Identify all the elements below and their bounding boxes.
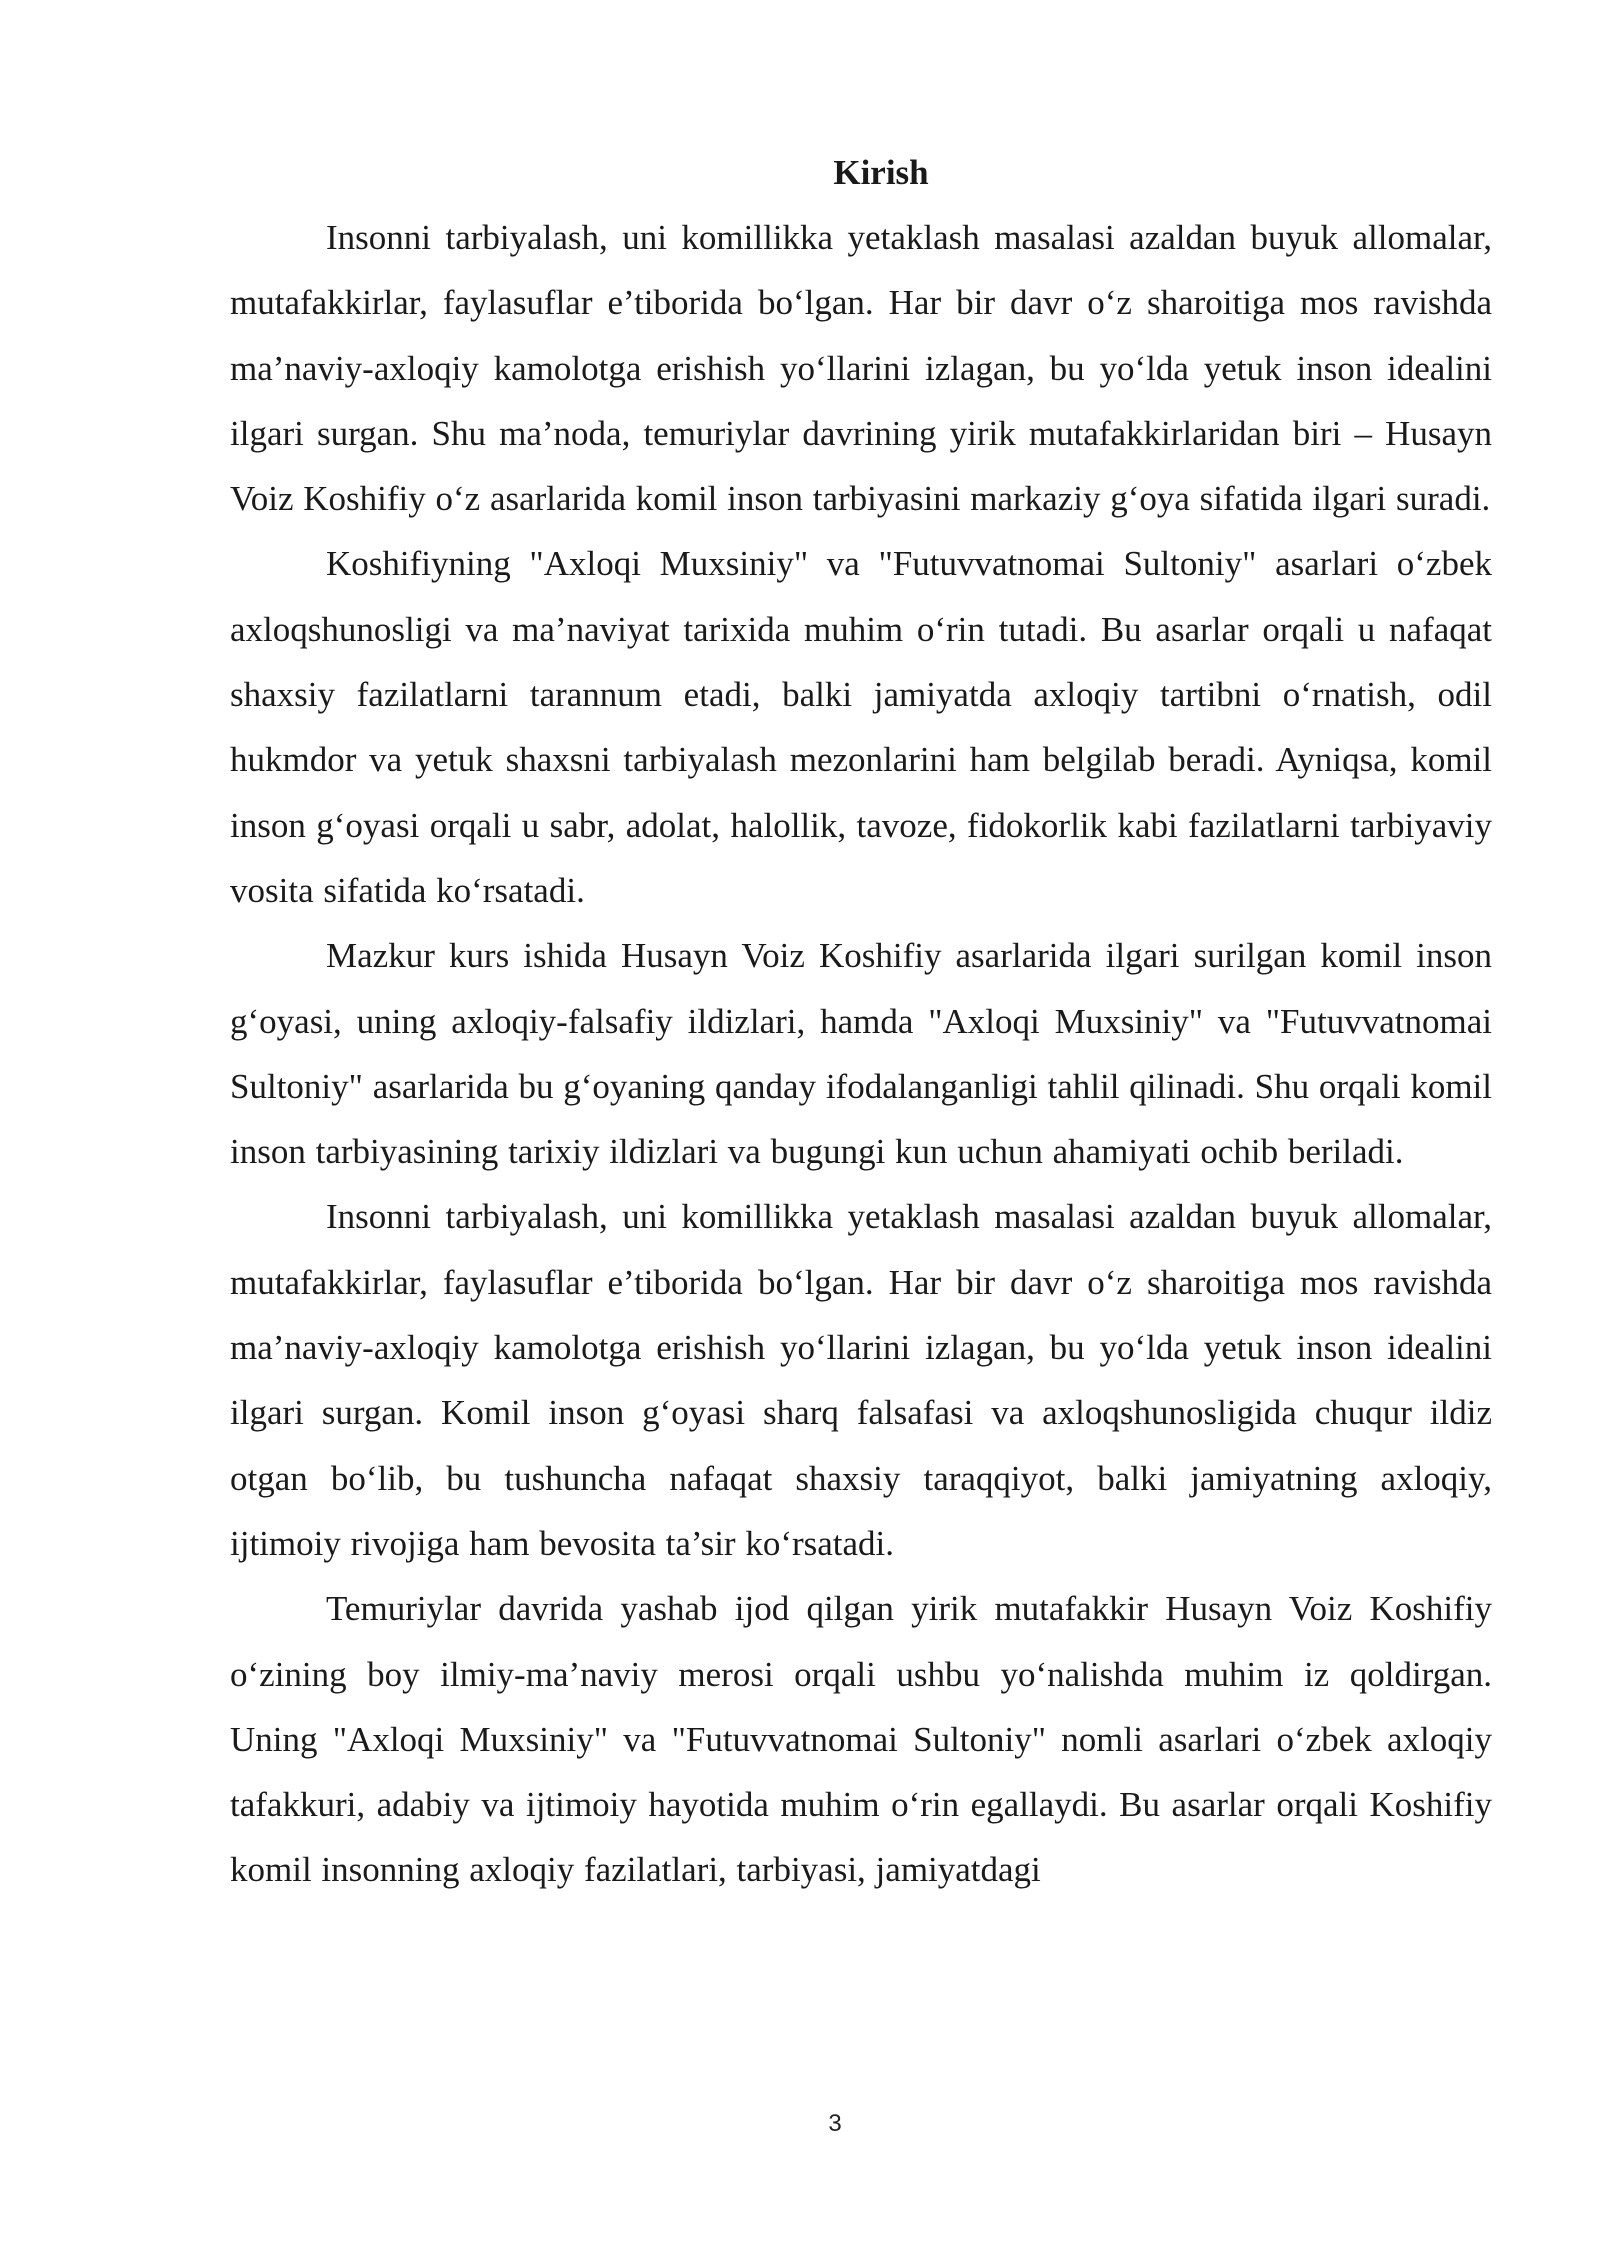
- paragraph-1: Insonni tarbiyalash, uni komillikka yetaklash masalasi azaldan buyuk allomalar, mutafakkirlar, faylasuflar e’tiborida bo‘lgan. Har bir davr o‘z sharoitiga mos ravishda ma’naviy-axloqiy kamolotga erishish yo‘llarini izlagan, bu yo‘lda yetuk inson idealini ilgari surgan. Shu ma’noda, temuriylar davrining yirik mutafakkirlaridan biri – Husayn Voiz Koshifiy o‘z asarlarida komil inson tarbiyasini markaziy g‘oya sifatida ilgari suradi.: [230, 218, 1492, 519]
- section-title: Kirish: [833, 153, 929, 192]
- page-content: [230, 140, 1492, 1903]
- page-number: 3: [828, 2110, 842, 2137]
- paragraph-3: Mazkur kurs ishida Husayn Voiz Koshifiy asarlarida ilgari surilgan komil inson g‘oyasi, uning axloqiy-falsafiy ildizlari, hamda "Axloqi Muxsiniy" va "Futuvvatnomai Sultoniy" asarlarida bu g‘oyaning qanday ifodalanganligi tahlil qilinadi. Shu orqali komil inson tarbiyasining tarixiy ildizlari va bugungi kun uchun ahamiyati ochib beriladi.: [230, 936, 1492, 1172]
- paragraph-4: Insonni tarbiyalash, uni komillikka yetaklash masalasi azaldan buyuk allomalar, mutafakkirlar, faylasuflar e’tiborida bo‘lgan. Har bir davr o‘z sharoitiga mos ravishda ma’naviy-axloqiy kamolotga erishish yo‘llarini izlagan, bu yo‘lda yetuk inson idealini ilgari surgan. Komil inson g‘oyasi sharq falsafasi va axloqshunosligida chuqur ildiz otgan bo‘lib, bu tushuncha nafaqat shaxsiy taraqqiyot, balki jamiyatning axloqiy, ijtimoiy rivojiga ham bevosita ta’sir ko‘rsatadi.: [230, 1197, 1492, 1563]
- paragraph-2: Koshifiyning "Axloqi Muxsiniy" va "Futuvvatnomai Sultoniy" asarlari o‘zbek axloqshunosligi va ma’naviyat tarixida muhim o‘rin tutadi. Bu asarlar orqali u nafaqat shaxsiy fazilatlarni tarannum etadi, balki jamiyatda axloqiy tartibni o‘rnatish, odil hukmdor va yetuk shaxsni tarbiyalash mezonlarini ham belgilab beradi. Ayniqsa, komil inson g‘oyasi orqali u sabr, adolat, halollik, tavoze, fidokorlik kabi fazilatlarni tarbiyaviy vosita sifatida ko‘rsatadi.: [230, 544, 1492, 910]
- paragraph-5: Temuriylar davrida yashab ijod qilgan yirik mutafakkir Husayn Voiz Koshifiy o‘zining boy ilmiy-ma’naviy merosi orqali ushbu yo‘nalishda muhim iz qoldirgan. Uning "Axloqi Muxsiniy" va "Futuvvatnomai Sultoniy" nomli asarlari o‘zbek axloqiy tafakkuri, adabiy va ijtimoiy hayotida muhim o‘rin egallaydi. Bu asarlar orqali Koshifiy komil insonning axloqiy fazilatlari, tarbiyasi, jamiyatdagi: [230, 1589, 1492, 1890]
